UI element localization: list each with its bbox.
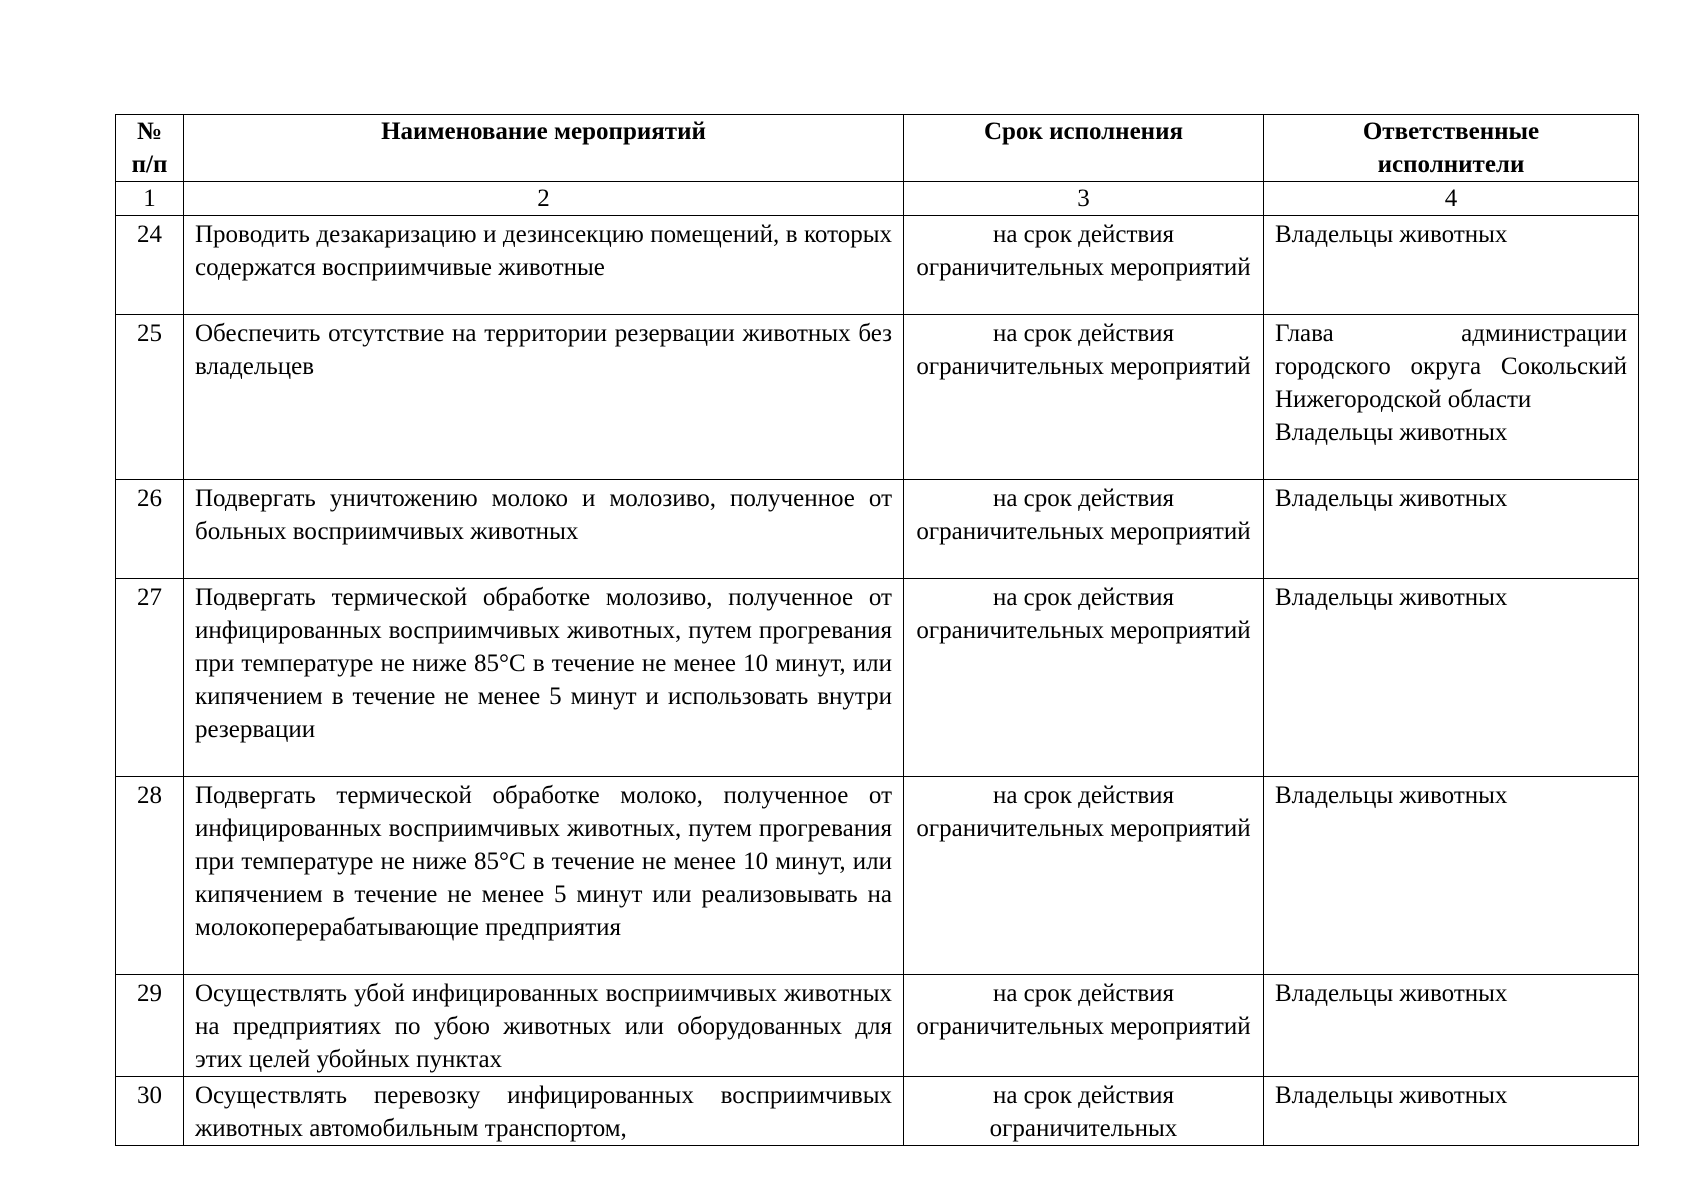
row-number: 24 (116, 216, 184, 315)
measure-name: Проводить дезакаризацию и дезинсекцию помещений, в которых содержатся восприимчивые животные (184, 216, 904, 315)
measure-term: на срок действия ограничительных мероприятий (904, 579, 1264, 777)
header-responsible-line2: исполнители (1377, 151, 1525, 178)
table-row (116, 579, 1639, 777)
table-header-row (116, 115, 1639, 182)
table-row (116, 1077, 1639, 1146)
measure-name: Подвергать термической обработке молоко, полученное от инфицированных восприимчивых животных, путем прогревания при температуре не ниже 85°С в течение не менее 10 минут, или кипячением в течение не менее 5 минут или реализовывать на молокоперерабатывающие предприятия (184, 777, 904, 975)
measure-responsible: Владельцы животных (1264, 480, 1639, 579)
row-number: 30 (116, 1077, 184, 1146)
header-number-line1: № (136, 118, 163, 145)
measure-responsible: Владельцы животных (1264, 975, 1639, 1077)
column-number-row (116, 182, 1639, 216)
column-number: 1 (116, 182, 184, 216)
measure-name: Подвергать уничтожению молоко и молозиво, полученное от больных восприимчивых животных (184, 480, 904, 579)
measure-term: на срок действия ограничительных мероприятий (904, 480, 1264, 579)
measure-term: на срок действия ограничительных мероприятий (904, 975, 1264, 1077)
column-number: 3 (904, 182, 1264, 216)
measure-responsible: Владельцы животных (1264, 579, 1639, 777)
header-number-line2: п/п (131, 151, 168, 178)
row-number: 25 (116, 315, 184, 480)
measure-responsible: Владельцы животных (1264, 777, 1639, 975)
table-row (116, 480, 1639, 579)
measure-responsible: Владельцы животных (1264, 216, 1639, 315)
table-row (116, 216, 1639, 315)
measure-name: Осуществлять перевозку инфицированных восприимчивых животных автомобильным транспортом, (184, 1077, 904, 1146)
table-row (116, 315, 1639, 480)
column-number: 4 (1264, 182, 1639, 216)
measure-term: на срок действия ограничительных мероприятий (904, 777, 1264, 975)
measure-name: Обеспечить отсутствие на территории резервации животных без владельцев (184, 315, 904, 480)
header-name: Наименование мероприятий (184, 115, 904, 182)
table-row (116, 975, 1639, 1077)
header-term: Срок исполнения (904, 115, 1264, 182)
measure-term: на срок действия ограничительных (904, 1077, 1264, 1146)
measure-term: на срок действия ограничительных мероприятий (904, 315, 1264, 480)
measure-responsible: Владельцы животных (1264, 1077, 1639, 1146)
measure-term: на срок действия ограничительных мероприятий (904, 216, 1264, 315)
measure-name: Осуществлять убой инфицированных восприимчивых животных на предприятиях по убою животных или оборудованных для этих целей убойных пунктах (184, 975, 904, 1077)
header-responsible-line1: Ответственные (1362, 118, 1540, 145)
row-number: 26 (116, 480, 184, 579)
responsible-main: Глава администрации городского округа Сокольский Нижегородской области (1275, 320, 1627, 413)
responsible-extra: Владельцы животных (1275, 419, 1508, 446)
row-number: 29 (116, 975, 184, 1077)
table-row (116, 777, 1639, 975)
measures-table (115, 114, 1639, 1146)
measure-name: Подвергать термической обработке молозиво, полученное от инфицированных восприимчивых животных, путем прогревания при температуре не ниже 85°С в течение не менее 10 минут, или кипячением в течение не менее 5 минут и использовать внутри резервации (184, 579, 904, 777)
row-number: 28 (116, 777, 184, 975)
column-number: 2 (184, 182, 904, 216)
row-number: 27 (116, 579, 184, 777)
header-number (116, 115, 184, 182)
measure-responsible (1264, 315, 1639, 480)
header-responsible (1264, 115, 1639, 182)
